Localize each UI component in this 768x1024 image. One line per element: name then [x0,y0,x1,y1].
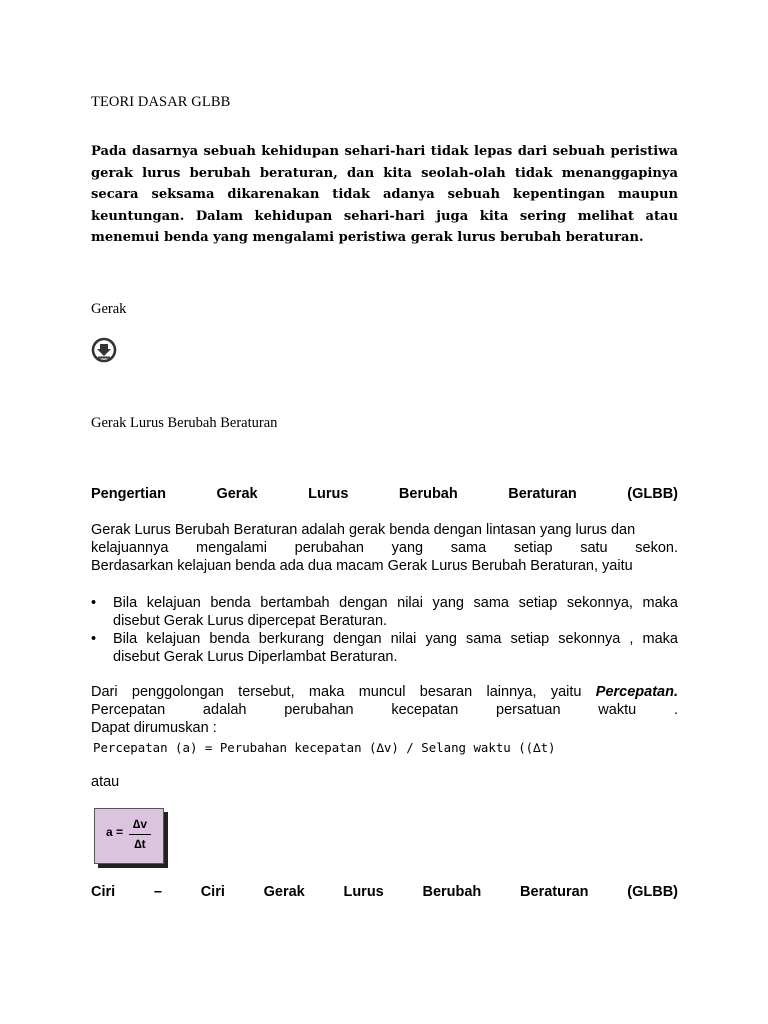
glbb-label: Gerak Lurus Berubah Beraturan [91,415,278,431]
bullet-list [91,594,678,666]
formula-numerator: ∆v [132,817,147,831]
penggolongan-paragraph [91,683,678,737]
formula-image [94,808,164,864]
pengertian-heading: Pengertian Gerak Lurus Berubah Beraturan (GLBB) [91,486,678,502]
penggolongan-line [91,683,678,701]
list-item-line: disebut Gerak Lurus Diperlambat Beraturan. [113,649,398,665]
definition-line: Gerak Lurus Berubah Beraturan adalah gerak benda dengan lintasan yang lurus dan [91,522,636,538]
formula-text: Percepatan (a) = Perubahan kecepatan (∆v) / Selang waktu ((∆t) [93,740,556,755]
list-item [91,594,678,630]
percepatan-emphasis: Percepatan. [595,684,679,700]
atau-label: atau [91,774,120,790]
formula-denominator: ∆t [134,837,146,851]
penggolongan-line: Percepatan adalah perubahan kecepatan persatuan waktu . [91,702,678,718]
definition-line: Berdasarkan kelajuan benda ada dua macam Gerak Lurus Berubah Beraturan, yaitu [91,558,633,574]
intro-paragraph: Pada dasarnya sebuah kehidupan sehari-hari tidak lepas dari sebuah peristiwa gerak lurus berubah beraturan, dan kita seolah-olah tidak menanggapinya secara seksama dikarenakan tidak adanya sebuah kepentingan maupun keuntungan. Dalam kehidupan sehari-hari juga kita sering melihat atau menemui benda yang mengalami peristiwa gerak lurus berubah beraturan. [91,144,678,246]
fraction-bar [129,834,151,835]
bullet-icon: • [91,595,97,611]
document-title: TEORI DASAR GLBB [91,94,231,110]
gerak-label: Gerak [91,301,127,317]
definition-line: kelajuannya mengalami perubahan yang sama setiap satu sekon. [91,540,678,556]
ciri-heading: Ciri – Ciri Gerak Lurus Berubah Beraturan (GLBB) [91,884,678,900]
list-item-line: disebut Gerak Lurus dipercepat Beraturan. [113,613,388,629]
list-item-line: Bila kelajuan benda bertambah dengan nilai yang sama setiap sekonnya, maka [113,595,678,611]
definition-paragraph [91,521,678,575]
penggolongan-line: Dapat dirumuskan : [91,720,217,736]
download-circle-icon[interactable] [91,337,117,363]
list-item-line: Bila kelajuan benda berkurang dengan nilai yang sama setiap sekonnya , maka [113,631,678,647]
penggolongan-text: Dari penggolongan tersebut, maka muncul besaran lainnya, yaitu [91,684,582,700]
formula-fraction [129,817,151,852]
formula-lhs: a = [106,825,124,839]
bullet-icon: • [91,631,97,647]
list-item [91,630,678,666]
